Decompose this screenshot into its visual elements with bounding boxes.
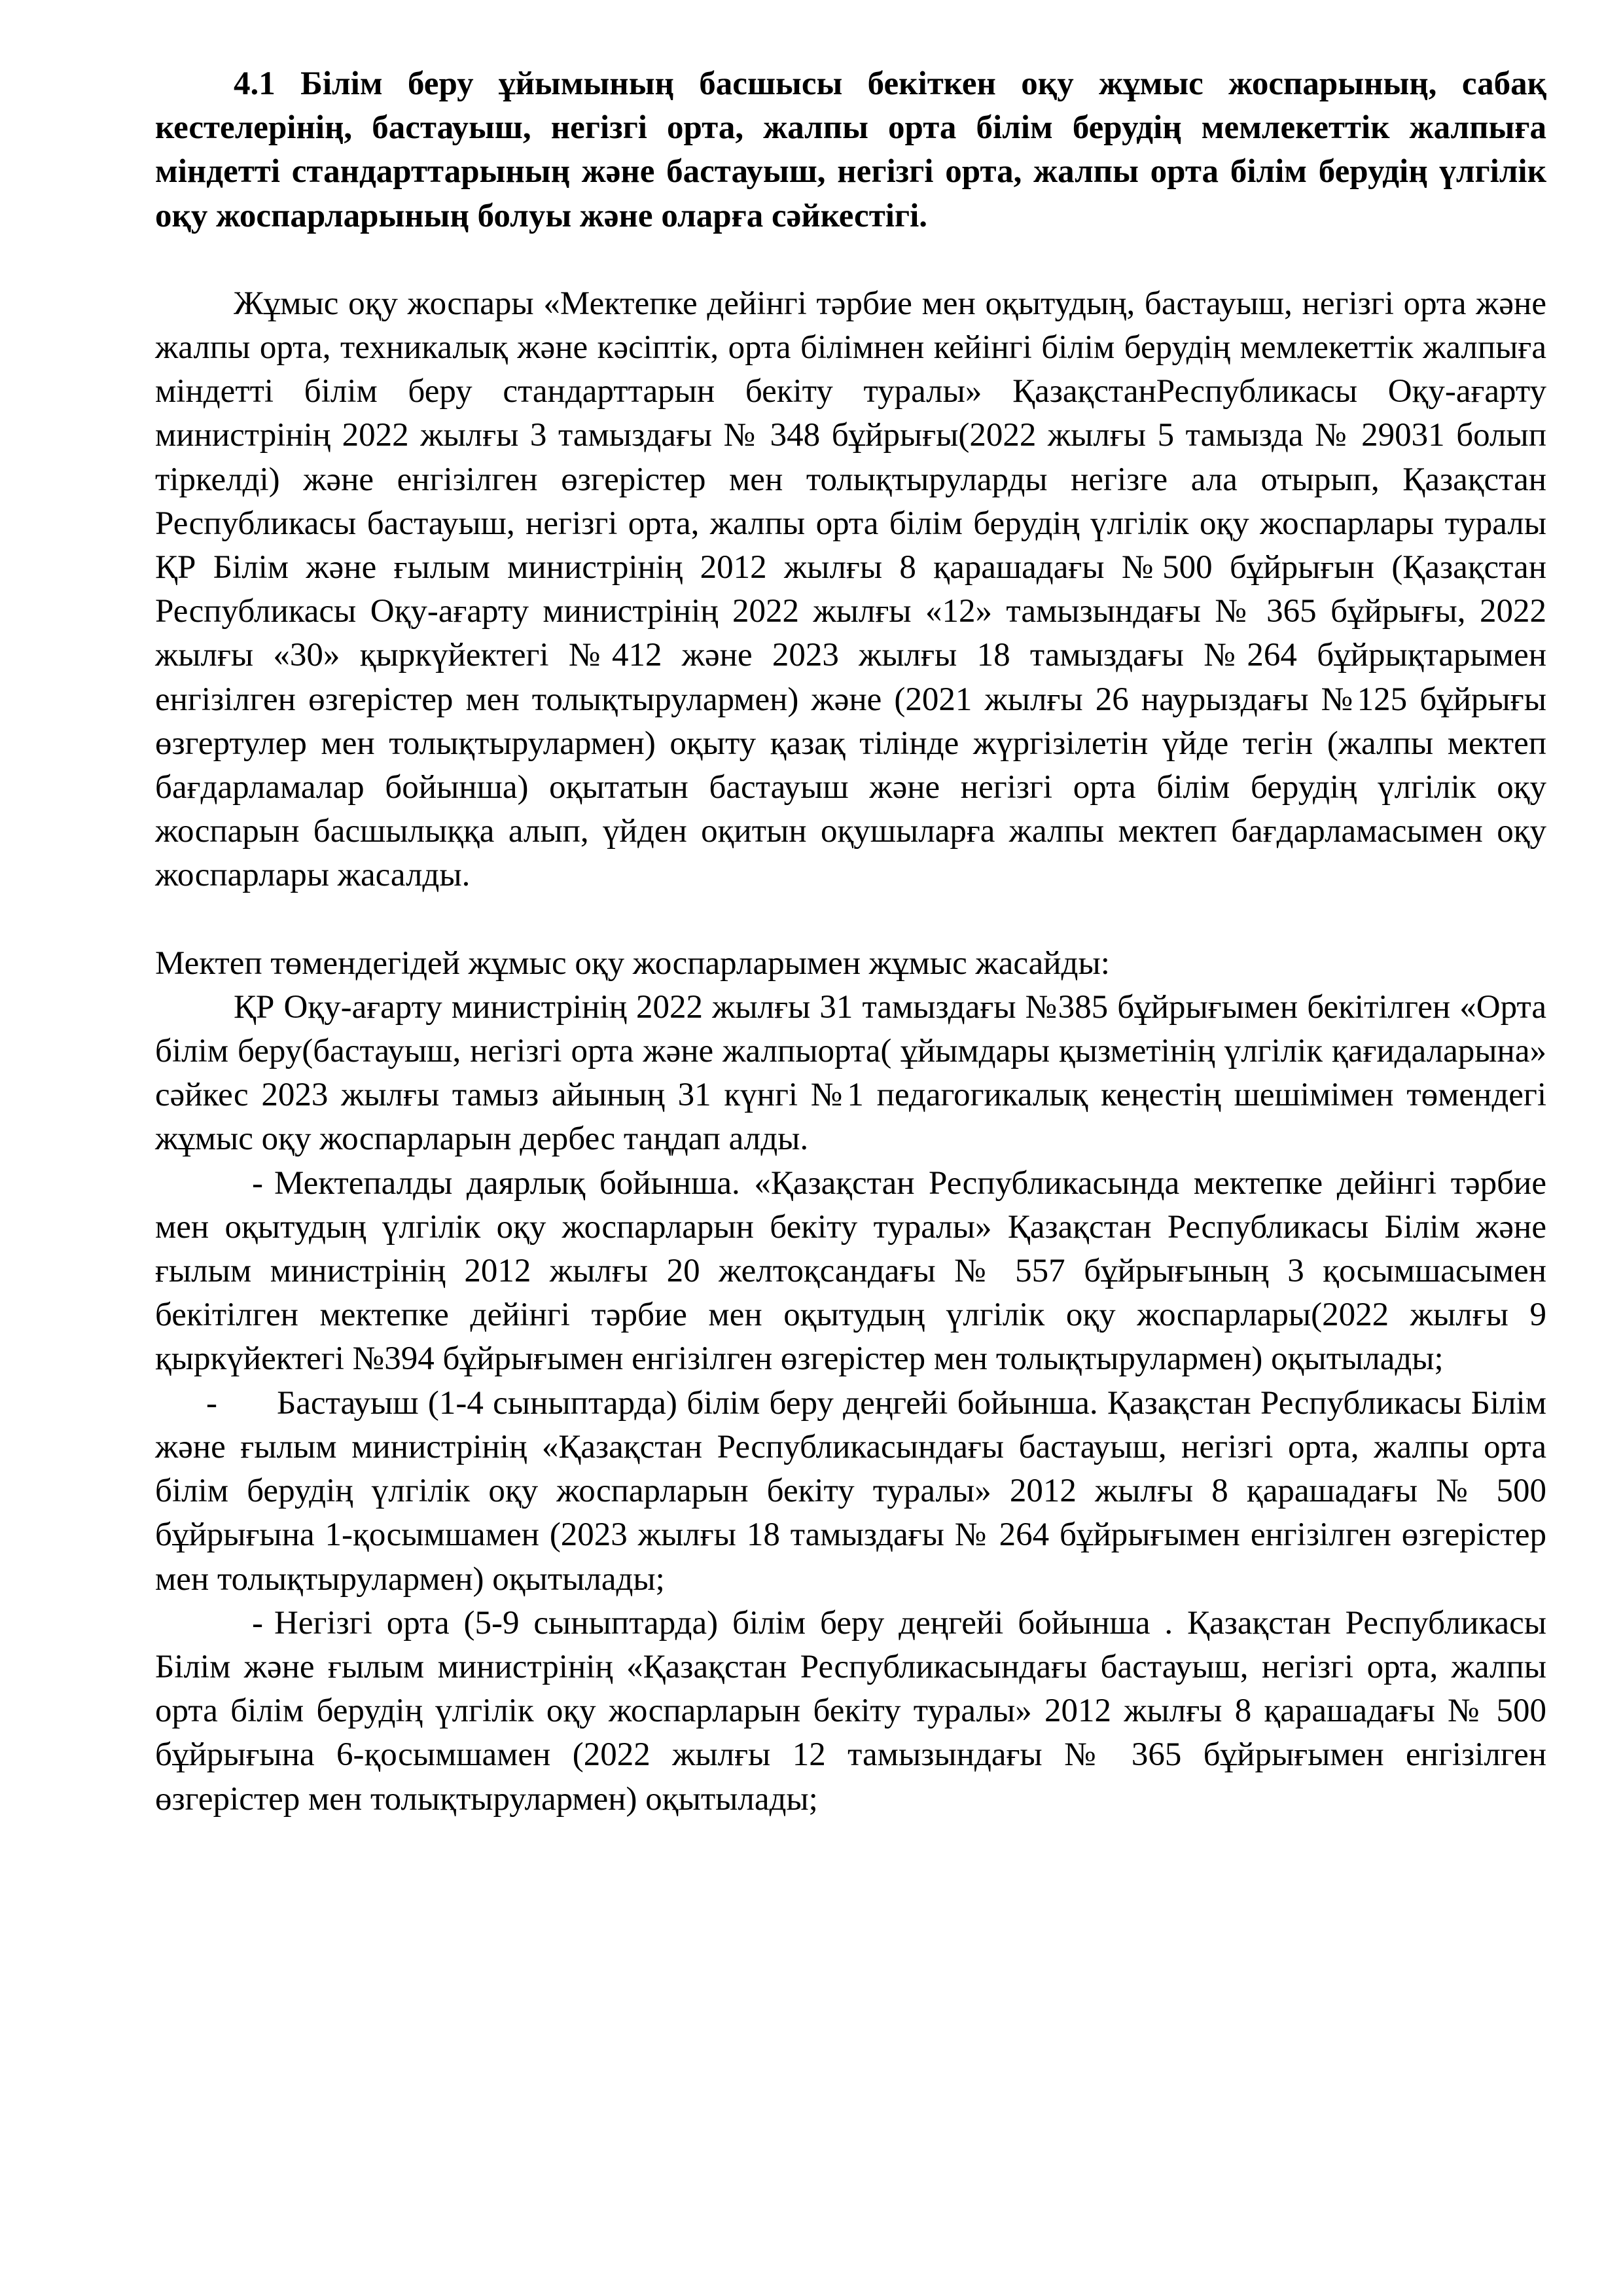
spacer [155,238,1546,282]
list-dash: - [252,1164,263,1202]
paragraph-school-plans-intro: Мектеп төмендегідей жұмыс оқу жоспарларымен жұмыс жасайды: [155,944,1110,982]
list-dash: - [206,1384,217,1422]
spacer [155,898,1546,942]
paragraph-ministry-order: ҚР Оқу-ағарту министрінің 2022 жылғы 31 тамыздағы №385 бұйрығымен бекітілген «Орта білім беру(бастауыш, негізгі орта және жалпыорта( ұйымдары қызметінің үлгілік қағидаларына» сәйкес 2023 жылғы тамыз айының 31 күнгі №1 педагогикалық кеңестің шешімімен төмендегі жұмыс оқу жоспарларын дербес таңдап алды. [155,988,1546,1158]
list-item-primary [155,1382,1546,1602]
list-item-preschool [155,1162,1546,1382]
list-item-text: Бастауыш (1-4 сыныптарда) білім беру деңгейі бойынша. Қазақстан Республикасы Білім және ғылым министрінің «Қазақстан Республикасындағы бастауыш, негізгі орта, жалпы орта білім берудің үлгілік оқу жоспарларын бекіту туралы» 2012 жылғы 8 қарашадағы № 500 бұйрығына 1-қосымшамен (2023 жылғы 18 тамыздағы № 264 бұйрығымен енгізілген өзгерістер мен толықтырулармен) оқытылады; [155,1384,1546,1598]
list-item-basic-secondary [155,1602,1546,1821]
list-dash: - [252,1604,263,1641]
paragraph-work-plan: Жұмыс оқу жоспары «Мектепке дейінгі тәрбие мен оқытудың, бастауыш, негізгі орта және жалпы орта, техникалық және кәсіптік, орта білімнен кейінгі білім берудің мемлекеттік жалпыға міндетті білім беру стандарттарын бекіту туралы» ҚазақстанРеспубликасы Оқу-ағарту министрінің 2022 жылғы 3 тамыздағы № 348 бұйрығы(2022 жылғы 5 тамызда № 29031 болып тіркелді) және енгізілген өзгерістер мен толықтыруларды негізге ала отырып, Қазақстан Республикасы бастауыш, негізгі орта, жалпы орта білім берудің үлгілік оқу жоспарлары туралы ҚР Білім және ғылым министрінің 2012 жылғы 8 қарашадағы №500 бұйрығын (Қазақстан Республикасы Оқу-ағарту министрінің 2022 жылғы «12» тамызындағы № 365 бұйрығы, 2022 жылғы «30» қыркүйектегі №412 және 2023 жылғы 18 тамыздағы №264 бұйрықтарымен енгізілген өзгерістер мен толықтырулармен) және (2021 жылғы 26 наурыздағы №125 бұйрығы өзгертулер мен толықтырулармен) оқыту қазақ тілінде жүргізілетін үйде тегін (жалпы мектеп бағдарламалар бойынша) оқытатын бастауыш және негізгі орта білім берудің үлгілік оқу жоспарын басшылыққа алып, үйден оқитын оқушыларға жалпы мектеп бағдарламасымен оқу жоспарлары жасалды. [155,285,1546,894]
section-heading: 4.1 Білім беру ұйымының басшысы бекіткен оқу жұмыс жоспарының, сабақ кестелерінің, бастауыш, негізгі орта, жалпы орта білім берудің мемлекеттік жалпыға міндетті стандарттарының және бастауыш, негізгі орта, жалпы орта білім берудің үлгілік оқу жоспарларының болуы және оларға сәйкестігі. [155,65,1546,234]
document-page [155,62,1546,1821]
list-item-text: Негізгі орта (5-9 сыныптарда) білім беру деңгейі бойынша . Қазақстан Республикасы Білім және ғылым министрінің «Қазақстан Республикасындағы бастауыш, негізгі орта, жалпы орта білім берудің үлгілік оқу жоспарларын бекіту туралы» 2012 жылғы 8 қарашадағы № 500 бұйрығына 6-қосымшамен (2022 жылғы 12 тамызындағы № 365 бұйрығымен енгізілген өзгерістер мен толықтырулармен) оқытылады; [155,1604,1546,1818]
list-item-text: Мектепалды даярлық бойынша. «Қазақстан Республикасында мектепке дейінгі тәрбие мен оқытудың үлгілік оқу жоспарларын бекіту туралы» Қазақстан Республикасы Білім және ғылым министрінің 2012 жылғы 20 желтоқсандағы № 557 бұйрығының 3 қосымшасымен бекітілген мектепке дейінгі тәрбие мен оқытудың үлгілік оқу жоспарлары(2022 жылғы 9 қыркүйектегі №394 бұйрығымен енгізілген өзгерістер мен толықтырулармен) оқытылады; [155,1164,1546,1378]
